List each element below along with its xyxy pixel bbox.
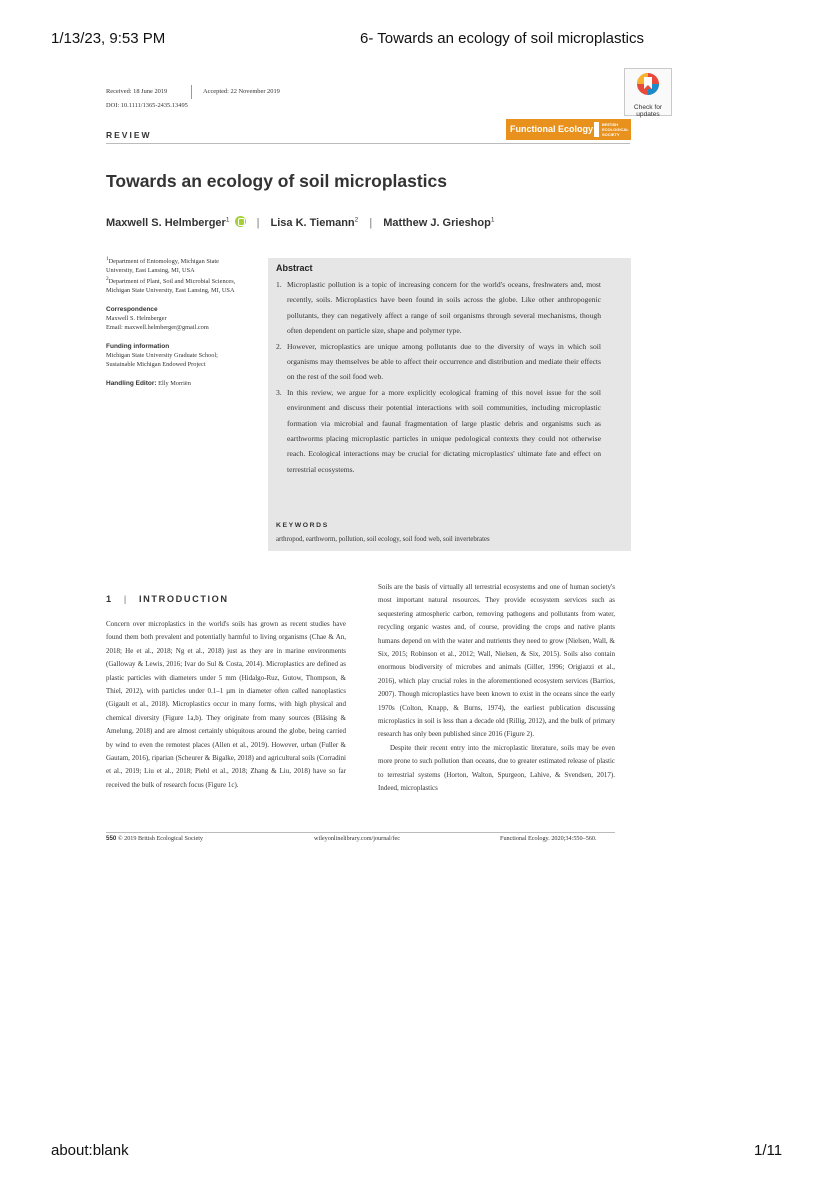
intro-right-paragraph-1: Soils are the basis of virtually all terrestrial ecosystems and one of human society's most important natural resources. They provide ecosystem services such as sequestering atmospheric carbon, removing pathogens and pollutants from water, recycling organic wastes and, of course, providing the crops and native plants humans depend on with the water and nutrients they need to grow (Nielsen, Wall, & Six, 2015; Robinson et al., 2012; Wall, Nielsen, & Six, 2015). Soils also contain enormous biodiversity of microbes and animals (Giller, 1996; Origiazzi et al., 2016), which play crucial roles in the aforementioned ecosystem services (Barrios, 2007). Though microplastics have been known to exist in the oceans since the early 1970s (Colton, Knapp, & Burns, 1974), the earliest publication discussing microplastics in soil is less than a decade old (Rillig, 2012), and the bulk of primary research has only been published since 2016 (Figure 2). xyxy=(378,583,615,739)
keywords: arthropod, earthworm, pollution, soil ecology, soil food web, soil invertebrates xyxy=(276,536,490,543)
received-date: Received: 18 June 2019 xyxy=(106,88,168,95)
doi[interactable]: DOI: 10.1111/1365-2435.13495 xyxy=(106,102,188,109)
meta-divider xyxy=(191,85,192,99)
section-number: 1 xyxy=(106,594,113,604)
print-url: about:blank xyxy=(51,1142,129,1159)
editor-label: Handling Editor: xyxy=(106,380,157,388)
correspondence-label: Correspondence xyxy=(106,306,158,314)
author-name[interactable]: Lisa K. Tiemann xyxy=(270,217,355,229)
article-title: Towards an ecology of soil microplastics xyxy=(106,171,448,191)
author-affiliation-sup: 2 xyxy=(354,216,359,224)
abstract-item-number: 1. xyxy=(276,280,282,289)
journal-logo xyxy=(506,119,631,140)
funding-label: Funding information xyxy=(106,343,170,351)
author-affiliation-sup: 1 xyxy=(490,216,495,224)
section-heading xyxy=(106,594,229,604)
affiliation-1 xyxy=(106,255,248,275)
affiliation-sup: 1 xyxy=(106,256,109,262)
affiliation-sup: 2 xyxy=(106,276,109,283)
journal-logo-text: Functional Ecology xyxy=(510,124,594,134)
correspondence-email[interactable]: Email: maxwell.helmberger@gmail.com xyxy=(106,324,209,332)
affiliation-text: Department of Plant, Soil and Microbial Sciences, Michigan State University, East Lansing, MI, USA xyxy=(106,278,236,295)
abstract-heading: Abstract xyxy=(276,263,313,273)
check-updates-icon xyxy=(625,69,671,99)
journal-url[interactable]: wileyonlinelibrary.com/journal/fec xyxy=(314,835,401,842)
check-updates-label: Check for updates xyxy=(633,104,663,118)
funding-text: Michigan State University Graduate School; Sustainable Michigan Endowed Project xyxy=(106,352,218,369)
citation: Functional Ecology. 2020;34:550–560. xyxy=(500,835,597,842)
society-logo-text: BRITISH ECOLOGICAL SOCIETY xyxy=(602,122,629,137)
author-affiliation-sup: 1 xyxy=(225,216,230,224)
author-name[interactable]: Maxwell S. Helmberger xyxy=(106,217,226,229)
affiliation-sidebar xyxy=(106,255,248,388)
affiliation-text: Department of Entomology, Michigan State University, East Lansing, MI, USA xyxy=(106,258,219,275)
abstract-item-number: 2. xyxy=(276,341,282,351)
header-rule xyxy=(106,143,630,144)
correspondence-name: Maxwell S. Helmberger xyxy=(106,315,167,323)
author-name[interactable]: Matthew J. Grieshop xyxy=(383,217,491,229)
article-type: REVIEW xyxy=(106,130,152,140)
handling-editor xyxy=(106,379,248,388)
author-list xyxy=(106,216,494,229)
orcid-icon[interactable] xyxy=(235,216,246,227)
author-separator: | xyxy=(369,217,373,229)
intro-right-column xyxy=(378,581,615,796)
page-number: 550 xyxy=(106,835,117,842)
abstract-item-text: Microplastic pollution is a topic of increasing concern for the world's oceans, freshwaters and, most recently, soils. Microplastics have been found in soils across the globe. Like other anthropogenic pollutants, they can negatively affect a range of soil organisms through several mechanisms, though often dependent on particle size, shape and polymer type. xyxy=(287,280,601,336)
abstract-item xyxy=(276,385,601,477)
section-separator: | xyxy=(123,594,128,604)
print-page-count: 1/11 xyxy=(754,1142,783,1159)
affiliation-2 xyxy=(106,275,248,295)
abstract-item-text: In this review, we argue for a more explicitly ecological framing of this novel issue for the soil environment and discuss their potential interactions with soil communities, including microplastic formation via microbial and faunal fragmentation of large plastic debris and organisms such as earthworms placing microplastic particles in unique pedological contexts they could not otherwise reach. Ecological interactions may be crucial for dictating microplastics' ultimate fate and effect on terrestrial ecosystems. xyxy=(287,387,601,474)
author-separator: | xyxy=(256,217,260,229)
abstract-box xyxy=(268,258,631,551)
intro-left-paragraph: Concern over microplastics in the world's soils has grown as recent studies have found them both prevalent and potentially harmful to living organisms (Chae & An, 2018; He et al., 2018; Ng et al., 2018) just as they are in marine environments (Galloway & Lewis, 2016; Ivar do Sul & Costa, 2014). Microplastics are defined as plastic particles with diameters under 5 mm (Hidalgo-Ruz, Gutow, Thompson, & Thiel, 2012), with particles under 0.1–1 µm in diameter often called nanoplastics (Gigault et al., 2018). Microplastics occur in many forms, with high physical and chemical diversity (Figure 1a,b). They originate from many sources (Bläsing & Amelung, 2018) and are almost certainly ubiquitous around the globe, being carried by wind to even the remotest places (Allen et al., 2019). However, urban (Fuller & Gautam, 2016), riparian (Scheurer & Bigalke, 2018) and agricultural soils (Corradini et al., 2019; Liu et al., 2018; Piehl et al., 2018; Zhang & Liu, 2018) have so far received the bulk of research focus (Figure 1c). xyxy=(106,620,346,789)
print-page-title: 6- Towards an ecology of soil microplastics xyxy=(360,30,645,47)
abstract-item xyxy=(276,277,601,339)
accepted-date: Accepted: 22 November 2019 xyxy=(203,88,280,95)
intro-right-paragraph-2: Despite their recent entry into the microplastic literature, soils may be even more prone to such pollution than oceans, due to greater estimated release of plastic to terrestrial systems (Horton, Walton, Spurgeon, Lahive, & Svendsen, 2017). Indeed, microplastics xyxy=(378,743,615,793)
footer-rule xyxy=(106,832,615,833)
print-timestamp: 1/13/23, 9:53 PM xyxy=(51,30,166,47)
copyright: © 2019 British Ecological Society xyxy=(117,835,204,842)
society-bar-icon xyxy=(594,122,599,137)
abstract-item xyxy=(276,339,601,385)
keywords-label: KEYWORDS xyxy=(276,522,329,529)
check-for-updates-badge[interactable] xyxy=(624,68,672,116)
abstract-item-text: However, microplastics are unique among pollutants due to the diversity of ways in which soil organisms may themselves be able to affect their occurrence and distribution and mediate their effects on the rest of the soil food web. xyxy=(287,341,601,382)
abstract-list xyxy=(276,277,601,477)
abstract-item-number: 3. xyxy=(276,387,282,397)
section-title: INTRODUCTION xyxy=(139,594,229,604)
footer-left xyxy=(106,835,203,842)
editor-name: Elly Morriën xyxy=(158,380,191,388)
